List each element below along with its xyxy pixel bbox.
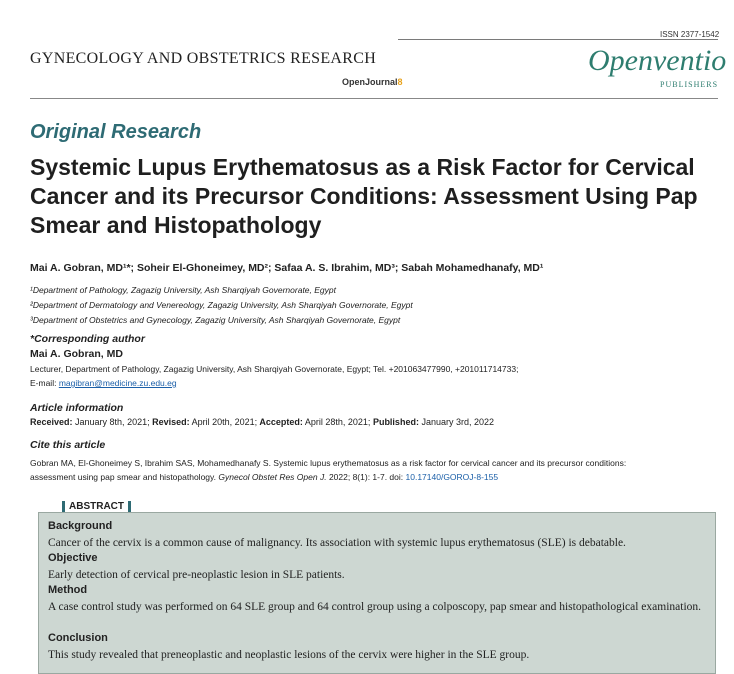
email-line — [30, 378, 177, 388]
email-label: E-mail: — [30, 378, 59, 388]
abstract-label — [54, 501, 139, 512]
article-title: Systemic Lupus Erythematosus as a Risk Factor for Cervical Cancer and its Precursor Conditions: Assessment Using Pap Smear and Histopathology — [30, 154, 698, 238]
published-date: January 3rd, 2022 — [418, 417, 495, 427]
doi-link[interactable]: 10.17140/GOROJ-8-155 — [405, 472, 499, 482]
background-text: Cancer of the cervix is a common cause of malignancy. Its association with systemic lupus erythematosus (SLE) is debatable. — [48, 537, 626, 549]
open-journal-mark: 8 — [397, 77, 403, 87]
open-journal-label — [342, 77, 403, 87]
cite-volume: 2022; 8(1): 1-7. doi: — [326, 472, 406, 482]
method-heading: Method — [48, 584, 88, 596]
email-link[interactable]: magibran@medicine.zu.edu.eg — [58, 378, 177, 388]
journal-title: GYNECOLOGY AND OBSTETRICS RESEARCH — [30, 50, 377, 67]
publisher-sub: PUBLISHERS — [660, 80, 719, 89]
issn: ISSN 2377-1542 — [660, 30, 720, 39]
accepted-label: Accepted: — [257, 417, 303, 427]
objective-text: Early detection of cervical pre-neoplastic lesion in SLE patients. — [48, 569, 345, 581]
abstract-label-text: ABSTRACT — [69, 501, 124, 513]
cite-line-2 — [30, 472, 498, 482]
divider — [398, 39, 718, 40]
background-heading: Background — [48, 520, 113, 532]
cite-text: assessment using pap smear and histopathology. — [30, 472, 219, 482]
open-journal-text: OpenJournal — [342, 77, 398, 87]
header-divider — [30, 98, 718, 99]
accepted-date: April 28th, 2021; — [302, 417, 371, 427]
abstract-bar-right — [128, 501, 131, 512]
corresponding-name: Mai A. Gobran, MD — [30, 348, 123, 360]
affiliation-3: ³Department of Obstetrics and Gynecology, Zagazig University, Ash Sharqiyah Governorate, Egypt — [30, 315, 401, 325]
cite-journal: Gynecol Obstet Res Open J. — [218, 472, 327, 482]
received-date: January 8th, 2021; — [72, 417, 150, 427]
authors: Mai A. Gobran, MD¹*; Soheir El-Ghoneimey, MD²; Safaa A. S. Ibrahim, MD³; Sabah Mohamedhanafy, MD¹ — [30, 262, 544, 274]
received-label: Received: — [30, 417, 73, 427]
published-label: Published: — [370, 417, 419, 427]
article-type: Original Research — [30, 121, 202, 143]
revised-date: April 20th, 2021; — [189, 417, 258, 427]
objective-heading: Objective — [48, 552, 98, 564]
dates-line — [30, 417, 494, 427]
affiliation-2: ²Department of Dermatology and Venereology, Zagazig University, Ash Sharqiyah Governorate, Egypt — [30, 300, 413, 310]
affiliation-1: ¹Department of Pathology, Zagazig University, Ash Sharqiyah Governorate, Egypt — [30, 285, 336, 295]
conclusion-heading: Conclusion — [48, 632, 108, 644]
publisher-logo[interactable]: Openventio — [588, 44, 727, 77]
corresponding-details: Lecturer, Department of Pathology, Zagazig University, Ash Sharqiyah Governorate, Egypt; Tel. +201063477990, +201011714733; — [30, 364, 519, 374]
conclusion-text: This study revealed that preneoplastic and neoplastic lesions of the cervix were higher in the SLE group. — [48, 649, 530, 661]
abstract-bar-left — [62, 501, 65, 512]
cite-line-1: Gobran MA, El-Ghoneimey S, Ibrahim SAS, Mohamedhanafy S. Systemic lupus erythematosus as a risk factor for cervical cancer and its precursor conditions: — [30, 458, 627, 468]
cite-heading: Cite this article — [30, 439, 106, 451]
method-text: A case control study was performed on 64 SLE group and 64 control group using a colposcopy, pap smear and histopathological examination. — [48, 601, 702, 613]
article-info-heading: Article information — [30, 402, 124, 414]
revised-label: Revised: — [149, 417, 190, 427]
corresponding-heading: *Corresponding author — [30, 333, 145, 345]
